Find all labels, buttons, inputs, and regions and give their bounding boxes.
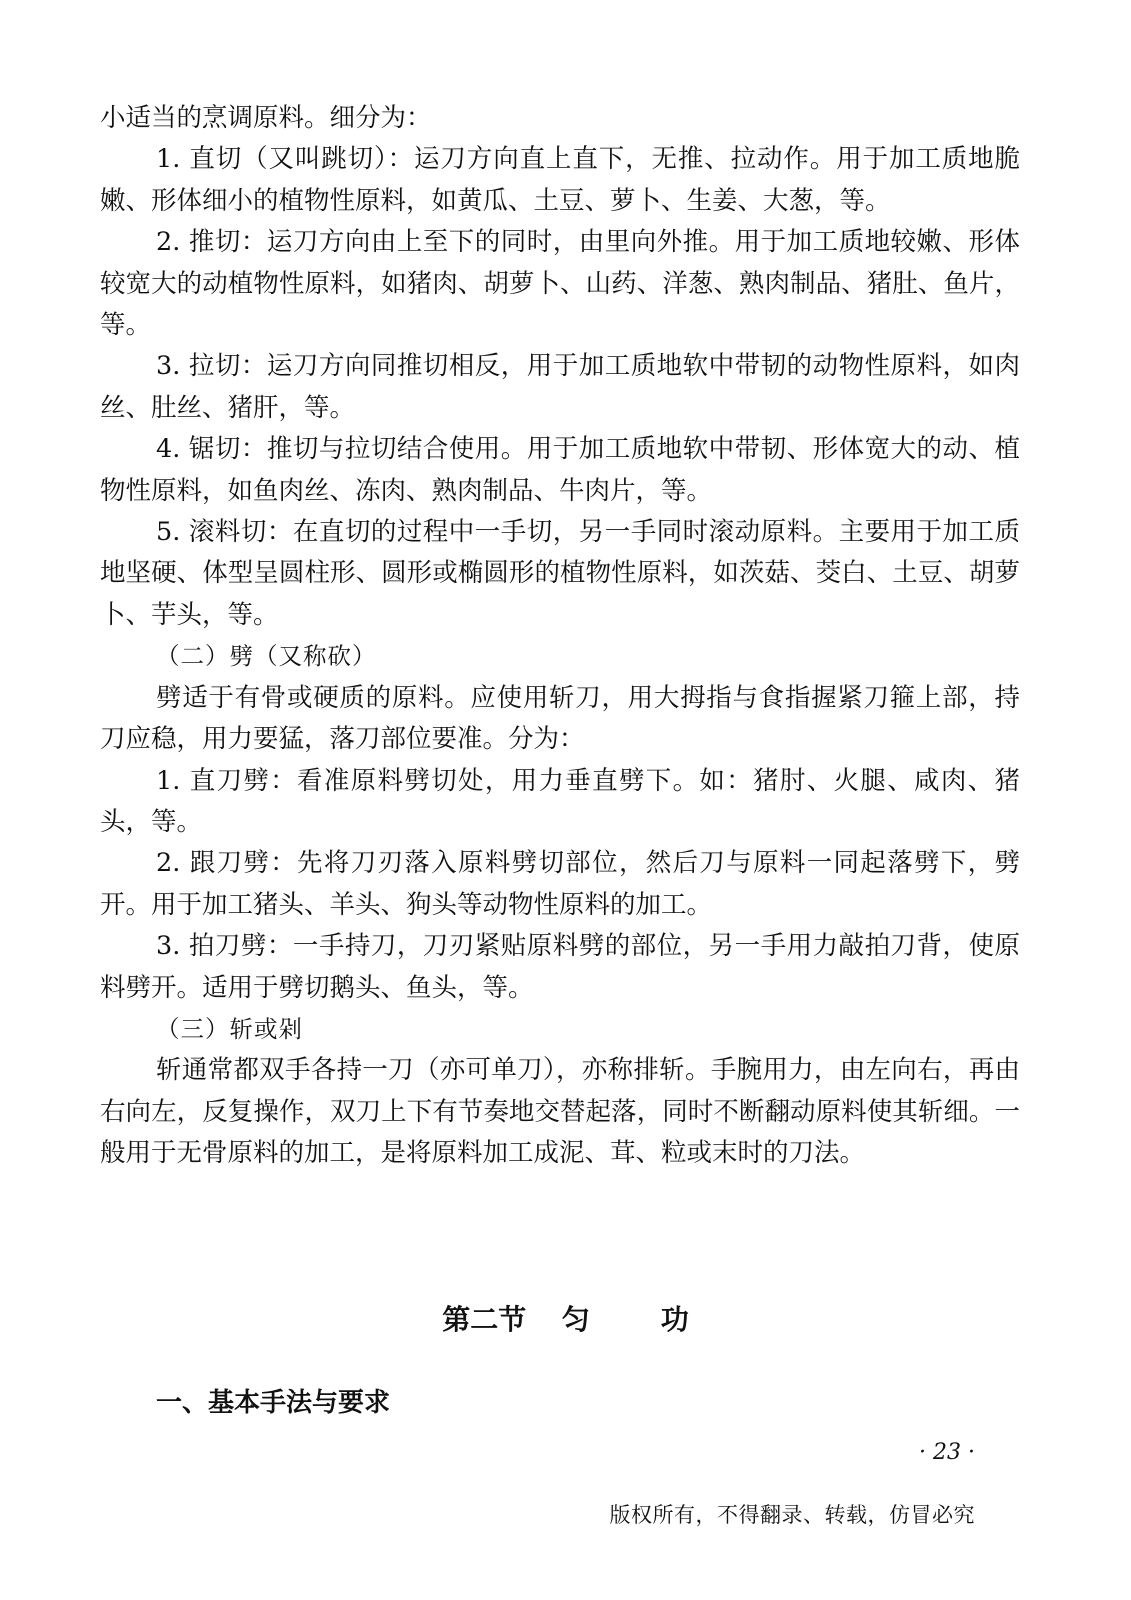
subsection-title: 一、基本手法与要求 [156,1388,391,1418]
page-number: · 23 · [919,1440,975,1465]
subheading-chop: （二）劈（又称砍） [156,642,377,671]
paragraph-intro-continuation: 小适当的烹调原料。细分为： [100,103,432,133]
paragraph-tap-chop: 3. 拍刀劈：一手持刀，刀刃紧贴原料劈的部位，另一手用力敲拍刀背，使原料劈开。适用于劈切鹅头、鱼头，等。 [100,931,1020,1003]
paragraph-pull-cut: 3. 拉切：运刀方向同推切相反，用于加工质地软中带韧的动物性原料，如肉丝、肚丝、猪肝，等。 [100,351,1020,423]
paragraph-follow-chop: 2. 跟刀劈：先将刀刃落入原料劈切部位，然后刀与原料一同起落劈下，劈开。用于加工猪头、羊头、狗头等动物性原料的加工。 [100,848,1020,920]
body-text [100,98,1020,1175]
paragraph-push-cut: 2. 推切：运刀方向由上至下的同时，由里向外推。用于加工质地较嫩、形体较宽大的动植物性原料，如猪肉、胡萝卜、山药、洋葱、熟肉制品、猪肚、鱼片，等。 [100,227,1020,341]
paragraph-mince: 斩通常都双手各持一刀（亦可单刀），亦称排斩。手腕用力，由左向右，再由右向左，反复操作，双刀上下有节奏地交替起落，同时不断翻动原料使其斩细。一般用于无骨原料的加工，是将原料加工成泥、茸、粒或末时的刀法。 [100,1055,1020,1169]
paragraph-roll-cut: 5. 滚料切：在直切的过程中一手切，另一手同时滚动原料。主要用于加工质地坚硬、体型呈圆柱形、圆形或椭圆形的植物性原料，如茨菇、茭白、土豆、胡萝卜、芋头，等。 [100,517,1020,630]
paragraph-saw-cut: 4. 锯切：推切与拉切结合使用。用于加工质地软中带韧、形体宽大的动、植物性原料，如鱼肉丝、冻肉、熟肉制品、牛肉片，等。 [100,434,1020,506]
copyright-notice: 版权所有，不得翻录、转载，仿冒必究 [609,1503,975,1527]
subheading-mince: （三）斩或剁 [156,1014,303,1043]
paragraph-straight-chop: 1. 直刀劈：看准原料劈切处，用力垂直劈下。如：猪肘、火腿、咸肉、猪头，等。 [100,765,1020,837]
section-title: 第二节 匀 功 [442,1303,689,1336]
paragraph-chop-intro: 劈适于有骨或硬质的原料。应使用斩刀，用大拇指与食指握紧刀箍上部，持刀应稳，用力要猛，落刀部位要准。分为： [100,682,1020,755]
paragraph-straight-cut: 1. 直切（又叫跳切）：运刀方向直上直下，无推、拉动作。用于加工质地脆嫩、形体细小的植物性原料，如黄瓜、土豆、萝卜、生姜、大葱，等。 [100,144,1020,216]
